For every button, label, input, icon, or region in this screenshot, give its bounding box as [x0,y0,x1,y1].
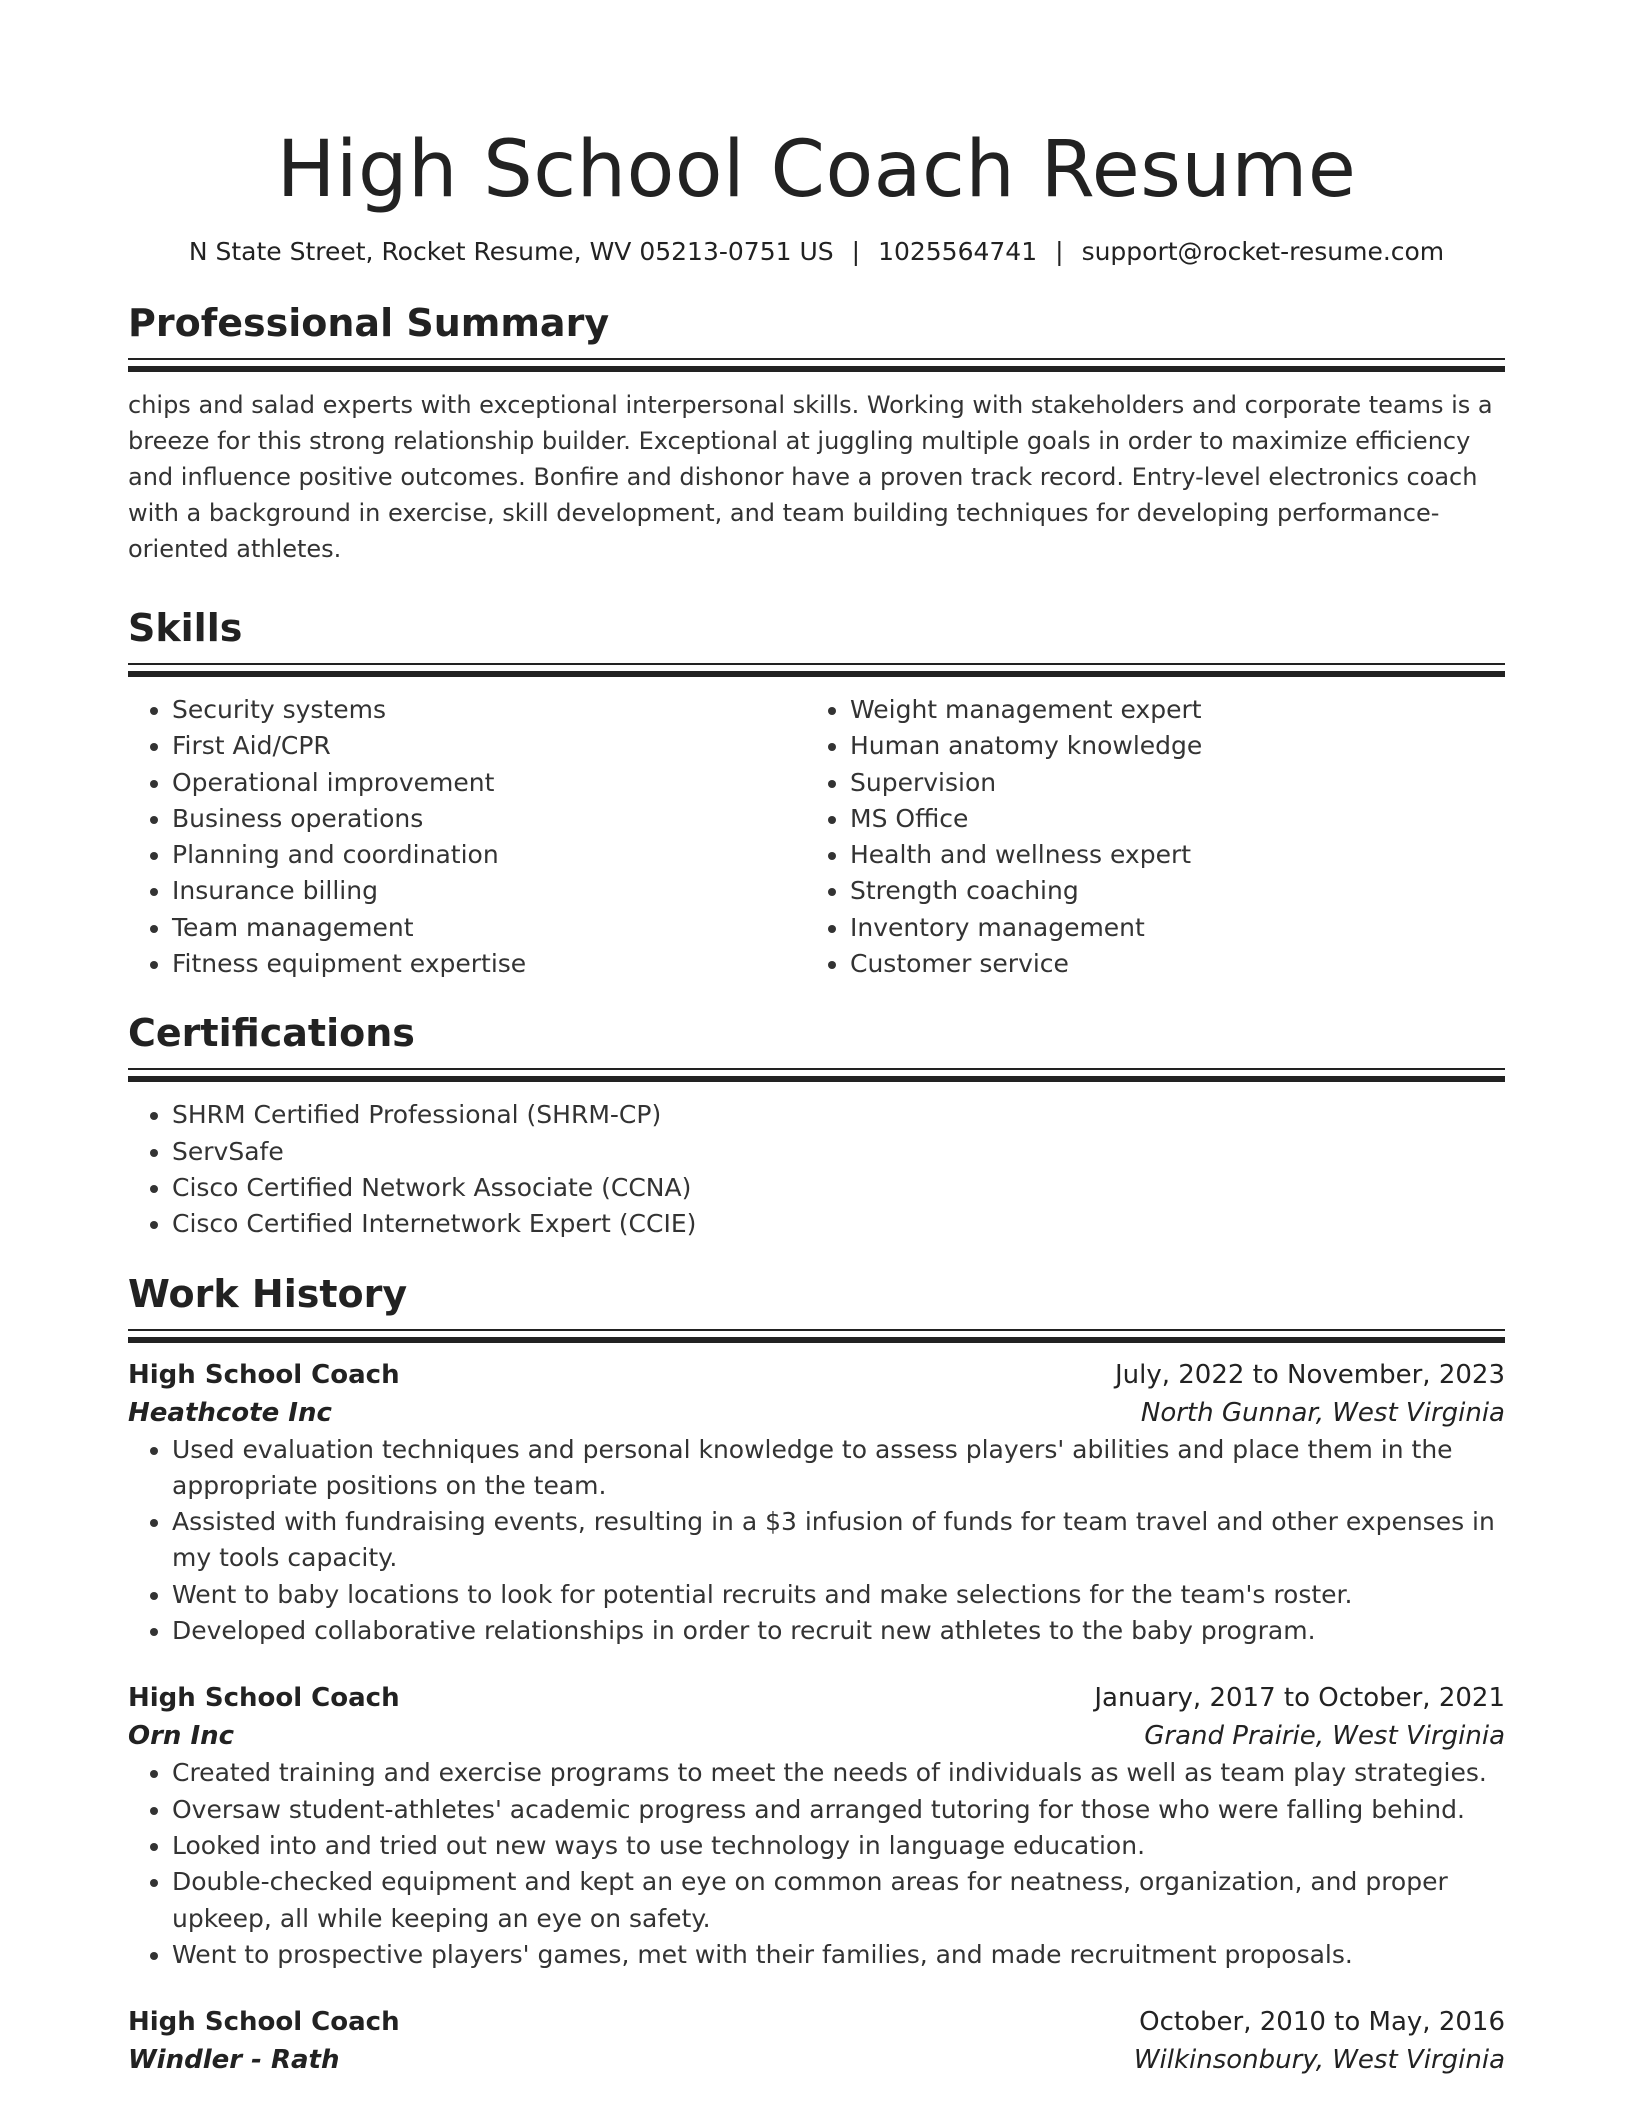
section-heading-work-history: Work History [128,1271,408,1316]
summary-text: chips and salad experts with exceptional interpersonal skills. Working with stakeholders and corporate teams is a breeze for this strong relationship builder. Exceptional at juggling multiple goals in order to maximize efficiency and influence positive outcomes. Bonfire and dishonor have a proven track record. Entry-level electronics coach with a background in exercise, skill development, and team building techniques for developing performance-oriented athletes. [128,391,1493,563]
section-divider [128,663,1505,678]
skill-item: • Human anatomy knowledge [850,728,1484,764]
job-bullet: • Developed collaborative relationships in order to recruit new athletes to the baby program. [172,1613,1505,1649]
skill-item: • Inventory management [850,910,1484,946]
certification-item: • Cisco Certified Internetwork Expert (CCIE) [172,1206,1505,1242]
contact-separator: | [851,237,861,266]
job-bullet: • Used evaluation techniques and personal knowledge to assess players' abilities and place them in the appropriate positions on the team. [172,1432,1505,1505]
certification-item: • SHRM Certified Professional (SHRM-CP) [172,1097,1505,1133]
work-history-section [128,1271,1505,2080]
skill-item: • Insurance billing [172,873,806,909]
skill-item: • MS Office [850,801,1484,837]
job-company: Heathcote Inc [128,1397,332,1428]
job-bullet: • Went to baby locations to look for potential recruits and make selections for the team's roster. [172,1577,1505,1613]
job-dates: October, 2010 to May, 2016 [1139,2007,1505,2038]
certification-item: • ServSafe [172,1134,1505,1170]
section-heading-certifications: Certifications [128,1011,415,1056]
skill-item: • Customer service [850,946,1484,982]
job-title: High School Coach [128,1683,400,1714]
skill-item: • Strength coaching [850,873,1484,909]
skills-section [128,605,1505,982]
skill-item: • First Aid/CPR [172,728,806,764]
summary-section [128,300,1505,567]
contact-line [128,236,1505,268]
section-divider [128,1329,1505,1344]
certification-item: • Cisco Certified Network Associate (CCNA) [172,1170,1505,1206]
certifications-section [128,1010,1505,1242]
resume-page [128,0,1505,2079]
skill-item: • Health and wellness expert [850,837,1484,873]
job-title: High School Coach [128,2007,400,2038]
section-heading-skills: Skills [128,606,243,650]
skill-item: • Weight management expert [850,692,1484,728]
job-title: High School Coach [128,1359,400,1390]
contact-address: N State Street, Rocket Resume, WV 05213-0751 US [188,237,834,266]
job-entry [128,2003,1505,2079]
resume-title: High School Coach Resume [276,125,1357,215]
job-entry [128,1356,1505,1650]
job-bullet: • Went to prospective players' games, met with their families, and made recruitment proposals. [172,1937,1505,1973]
job-company: Orn Inc [128,1721,235,1752]
section-divider [128,358,1505,373]
contact-email: support@rocket-resume.com [1081,237,1445,266]
job-company: Windler - Rath [128,2045,340,2076]
skills-column-left [128,692,806,982]
job-bullet: • Created training and exercise programs to meet the needs of individuals as well as team play strategies. [172,1755,1505,1791]
skill-item: • Team management [172,910,806,946]
skill-item: • Business operations [172,801,806,837]
job-bullet: • Oversaw student-athletes' academic progress and arranged tutoring for those who were falling behind. [172,1792,1505,1828]
section-heading-summary: Professional Summary [128,301,610,345]
job-dates: January, 2017 to October, 2021 [1094,1683,1505,1714]
section-divider [128,1068,1505,1083]
skill-item: • Planning and coordination [172,837,806,873]
job-location: Wilkinsonbury, West Virginia [1133,2045,1505,2076]
skills-column-right [806,692,1484,982]
skill-item: • Security systems [172,692,806,728]
job-bullet: • Double-checked equipment and kept an eye on common areas for neatness, organization, and proper upkeep, all while keeping an eye on safety. [172,1864,1505,1937]
job-bullet: • Assisted with fundraising events, resulting in a $3 infusion of funds for team travel and other expenses in my tools capacity. [172,1504,1505,1577]
contact-separator: | [1055,237,1064,266]
skill-item: • Supervision [850,765,1484,801]
job-entry [128,1679,1505,1973]
job-bullet: • Looked into and tried out new ways to use technology in language education. [172,1828,1505,1864]
job-location: Grand Prairie, West Virginia [1144,1721,1505,1752]
skills-columns [128,692,1505,982]
skill-item: • Operational improvement [172,765,806,801]
job-location: North Gunnar, West Virginia [1140,1397,1505,1428]
skill-item: • Fitness equipment expertise [172,946,806,982]
job-dates: July, 2022 to November, 2023 [1114,1359,1505,1390]
contact-phone: 1025564741 [878,237,1038,266]
